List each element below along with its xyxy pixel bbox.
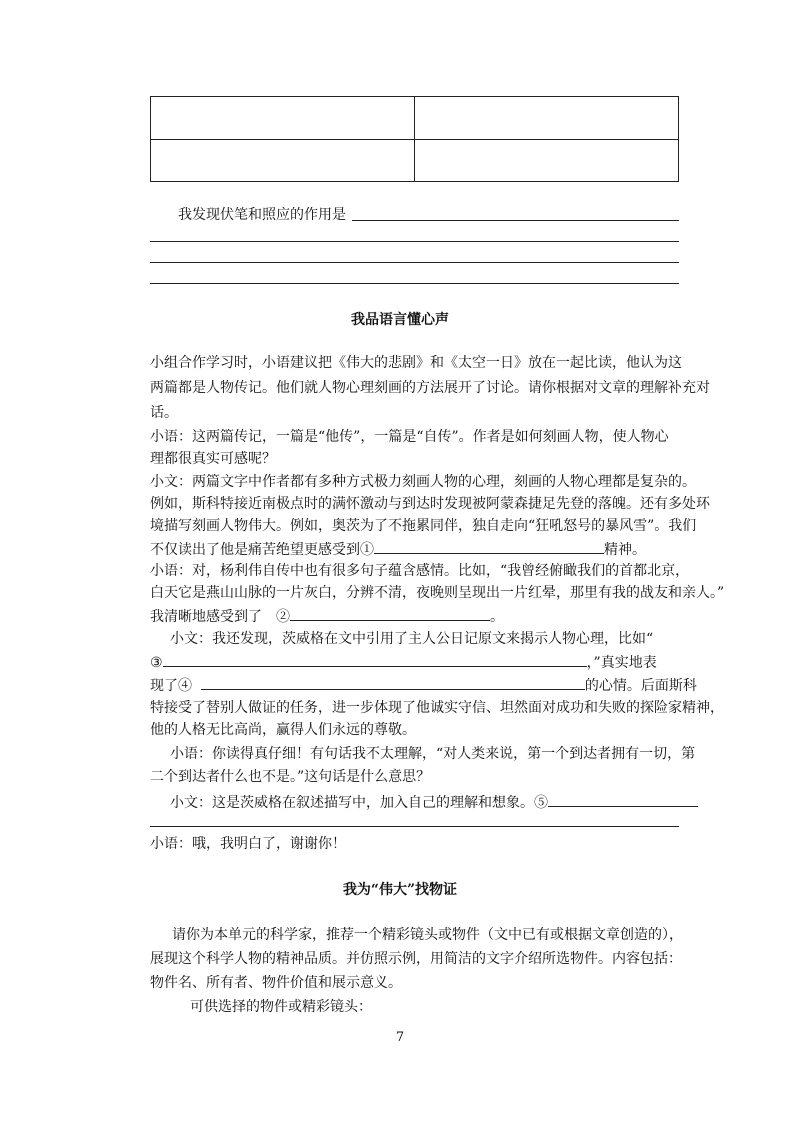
answer-line[interactable] [150,283,679,284]
dialogue-line [150,606,504,627]
task-line: 物件名、所有者、物件价值和展示意义。 [150,975,402,991]
table-row [151,97,679,140]
dialogue-text: 的心情。后面斯科 [584,678,697,694]
section-title: 我品语言懂心声 [351,312,449,328]
blank-5[interactable] [548,792,698,807]
answer-table [150,96,679,182]
task-line: 可供选择的物件或精彩镜头： [190,999,372,1015]
dialogue-text: 。 [490,609,504,625]
dialogue-line: 白天它是燕山山脉的一片灰白，分辨不清，夜晚则呈现出一片红晕，那里有我的战友和亲人。” [150,585,725,601]
blank-1[interactable] [374,539,604,554]
answer-line[interactable] [150,262,679,263]
dialogue-line: 境描写刻画人物伟大。例如，奥茨为了不拖累同伴，独自走向“狂吼怒号的暴风雪”。我们 [150,518,697,534]
task-line: 请你为本单元的科学家，推荐一个精彩镜头或物件（文中已有或根据文章创造的）， [172,927,683,943]
section-title: 我为“伟大”找物证 [342,882,458,898]
dialogue-text: 我清晰地感受到了 ② [150,609,290,625]
dialogue-line [150,539,646,560]
blank-2[interactable] [290,606,490,621]
dialogue-line: 理都很真实可感呢？ [150,451,276,467]
dialogue-line: 小语：对，杨利伟自传中也有很多句子蕴含感情。比如，“我曾经俯瞰我们的首都北京， [150,563,690,579]
table-cell[interactable] [151,139,415,182]
dialogue-line: 特接受了替别人做证的任务，进一步体现了他诚实守信、坦然面对成功和失败的探险家精神， [150,700,724,716]
dialogue-line: 他的人格无比高尚，赢得人们永远的尊敬。 [150,722,416,738]
dialogue-text: 现了④ [150,678,192,694]
dialogue-text: ③ [150,655,163,671]
dialogue-line: 二个到达者什么也不是。”这句话是什么意思？ [150,769,431,785]
table-cell[interactable] [415,139,679,182]
dialogue-line: 例如，斯科特接近南极点时的满怀激动与到达时发现被阿蒙森捷足先登的落魄。还有多处环 [150,496,710,512]
dialogue-line [150,675,697,696]
fill-prompt: 我发现伏笔和照应的作用是 [178,207,346,223]
dialogue-text: 不仅读出了他是痛苦绝望更感受到① [150,542,374,558]
table-row [151,139,679,182]
dialogue-line: 小语：这两篇传记，一篇是“他传”，一篇是“自传”。作者是如何刻画人物，使人物心 [150,429,669,445]
dialogue-line [150,652,657,673]
dialogue-line: 小文：我还发现，茨威格在文中引用了主人公日记原文来揭示人物心理，比如“ [170,631,654,647]
answer-line[interactable] [150,241,679,242]
intro-line: 小组合作学习时，小语建议把《伟大的悲剧》和《太空一日》放在一起比读，他认为这 [150,355,682,371]
dialogue-line: 小语：哦，我明白了，谢谢你！ [150,836,346,852]
dialogue-line: 小文：两篇文字中作者都有多种方式极力刻画人物的心理，刻画的人物心理都是复杂的。 [150,474,696,490]
table-cell[interactable] [415,97,679,140]
answer-line[interactable] [150,826,679,827]
intro-line: 话。 [150,405,178,421]
dialogue-text: ，”真实地表 [586,655,657,671]
page-number: 7 [395,1030,405,1045]
answer-line[interactable] [352,220,679,221]
task-line: 展现这个科学人物的精神品质。并仿照示例，用简洁的文字介绍所选物件。内容包括： [150,951,682,967]
intro-line: 两篇都是人物传记。他们就人物心理刻画的方法展开了讨论。请你根据对文章的理解补充对 [150,380,710,396]
blank-3[interactable] [163,652,587,667]
dialogue-text: 小文：这是茨威格在叙述描写中，加入自己的理解和想象。⑤ [170,795,548,811]
dialogue-text: 精神。 [604,542,646,558]
dialogue-line: 小语：你读得真仔细！有句话我不太理解，“对人类来说，第一个到达者拥有一切，第 [170,746,696,762]
table-cell[interactable] [151,97,415,140]
dialogue-line [170,792,698,813]
blank-4[interactable] [201,675,585,690]
